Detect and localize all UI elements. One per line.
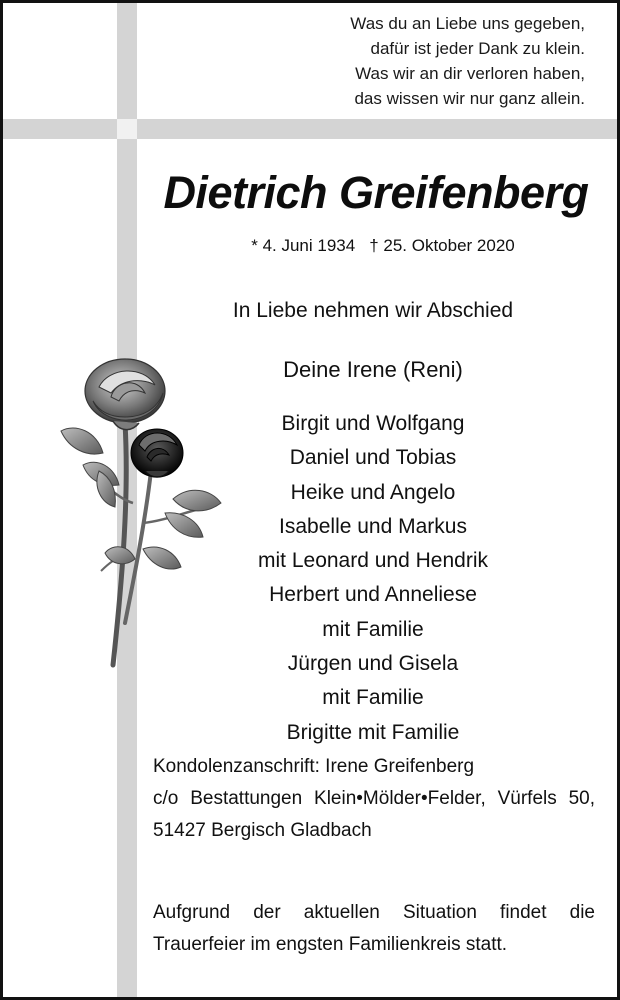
cross-intersection — [117, 119, 137, 139]
address-line: Kondolenzanschrift: Irene Greifenberg — [153, 756, 475, 777]
funeral-notice — [153, 897, 595, 961]
life-dates — [223, 236, 543, 256]
family-member: mit Familie — [322, 617, 424, 641]
farewell-text: In Liebe nehmen wir Abschied — [232, 299, 514, 322]
wife-name: Deine Irene (Reni) — [283, 357, 463, 382]
family-member: Herbert und Anneliese — [269, 583, 477, 607]
notice-line: Aufgrund der aktuellen Situation findet die — [153, 902, 595, 923]
condolence-address — [153, 751, 595, 847]
family-member: Heike und Angelo — [290, 480, 456, 504]
family-member: Brigitte mit Familie — [286, 720, 460, 744]
family-member: Birgit und Wolfgang — [281, 412, 465, 435]
deceased-name: Dietrich Greifenberg — [163, 167, 589, 218]
family-member: mit Leonard und Hendrik — [258, 549, 488, 573]
poem-line: Was wir an dir verloren haben, — [355, 64, 585, 83]
family-list — [193, 407, 553, 750]
birth-date: * 4. Juni 1934 — [251, 236, 356, 255]
poem-line: dafür ist jeder Dank zu klein. — [370, 39, 585, 58]
rose-icon — [53, 353, 233, 673]
family-member: Jürgen und Gisela — [287, 652, 459, 676]
notice-line: Trauerfeier im engsten Familienkreis statt. — [153, 934, 508, 955]
family-member: mit Familie — [322, 686, 424, 710]
address-line: 51427 Bergisch Gladbach — [153, 820, 372, 841]
address-line: c/o Bestattungen Klein•Mölder•Felder, Vürfels 50, — [153, 788, 595, 809]
cross-horizontal-bar — [3, 119, 620, 139]
poem-line: das wissen wir nur ganz allein. — [354, 89, 585, 108]
death-date: † 25. Oktober 2020 — [369, 236, 515, 255]
poem — [185, 11, 585, 111]
family-member: Isabelle und Markus — [279, 514, 467, 538]
poem-line: Was du an Liebe uns gegeben, — [350, 14, 585, 33]
family-member: Daniel und Tobias — [289, 446, 457, 470]
